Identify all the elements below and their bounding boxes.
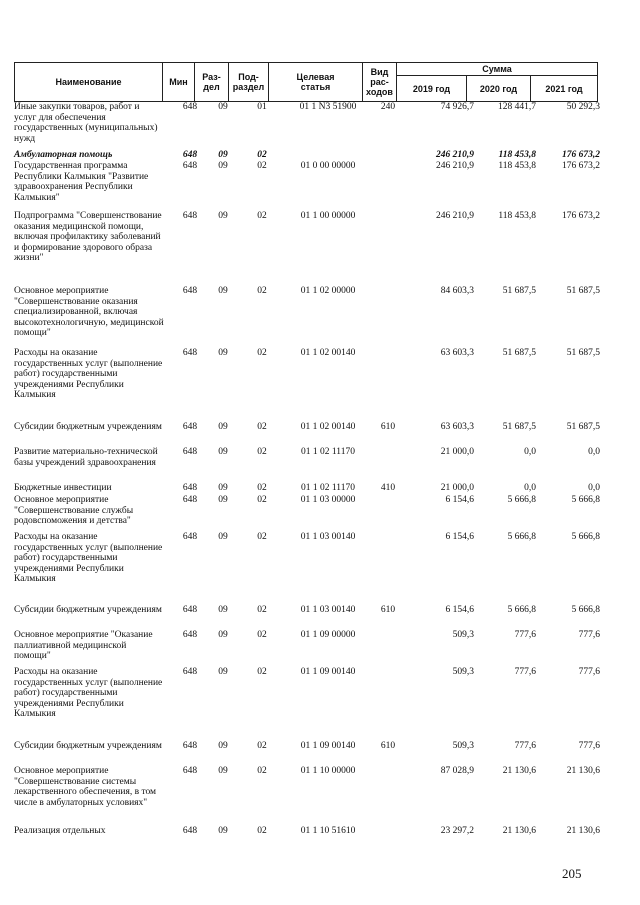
row-2019: 246 210,9 bbox=[436, 161, 474, 171]
row-celevaya: 01 1 09 00000 bbox=[300, 630, 356, 640]
row-razdel: 09 bbox=[218, 348, 228, 358]
row-podrazdel: 02 bbox=[257, 605, 267, 615]
row-vid: 610 bbox=[380, 605, 396, 615]
row-razdel: 09 bbox=[218, 495, 228, 505]
row-name: Основное мероприятие "Совершенствование службы родовспоможения и детства" bbox=[14, 495, 134, 527]
row-celevaya: 01 1 N3 51900 bbox=[299, 102, 357, 112]
row-min: 648 bbox=[182, 605, 198, 615]
row-min: 648 bbox=[182, 766, 198, 776]
row-razdel: 09 bbox=[218, 532, 228, 542]
row-razdel: 09 bbox=[218, 630, 228, 640]
row-razdel: 09 bbox=[218, 422, 228, 432]
row-2020: 128 441,7 bbox=[498, 102, 536, 112]
row-podrazdel: 02 bbox=[257, 422, 267, 432]
row-podrazdel: 02 bbox=[257, 766, 267, 776]
row-name: Основное мероприятие "Совершенствование системы лекарственного обеспечения, в том числе в амбулаторных условиях" bbox=[14, 766, 157, 808]
row-podrazdel: 02 bbox=[257, 150, 267, 160]
row-2021: 50 292,3 bbox=[566, 102, 600, 112]
row-2020: 51 687,5 bbox=[502, 286, 536, 296]
row-2019: 74 926,7 bbox=[440, 102, 474, 112]
row-razdel: 09 bbox=[218, 150, 228, 160]
row-2019: 63 603,3 bbox=[440, 348, 474, 358]
row-2019: 246 210,9 bbox=[436, 211, 474, 221]
row-2021: 51 687,5 bbox=[566, 286, 600, 296]
row-2021: 5 666,8 bbox=[571, 495, 600, 505]
row-2019: 509,3 bbox=[452, 667, 474, 677]
row-2021: 0,0 bbox=[588, 483, 600, 493]
row-2021: 5 666,8 bbox=[571, 605, 600, 615]
row-celevaya: 01 1 10 51610 bbox=[300, 826, 356, 836]
header-celevaya: Целевая статья bbox=[269, 63, 363, 101]
row-2019: 246 210,9 bbox=[436, 150, 474, 160]
row-min: 648 bbox=[182, 826, 198, 836]
page-number: 205 bbox=[562, 866, 582, 881]
row-min: 648 bbox=[182, 102, 198, 112]
row-podrazdel: 02 bbox=[257, 630, 267, 640]
row-2020: 21 130,6 bbox=[502, 766, 536, 776]
header-2021: 2021 год bbox=[545, 83, 583, 94]
row-podrazdel: 01 bbox=[257, 102, 267, 112]
row-2020: 118 453,8 bbox=[498, 161, 536, 171]
row-vid: 610 bbox=[380, 741, 396, 751]
row-2019: 6 154,6 bbox=[445, 605, 474, 615]
row-razdel: 09 bbox=[218, 161, 228, 171]
row-vid: 610 bbox=[380, 422, 396, 432]
row-2020: 0,0 bbox=[524, 483, 536, 493]
row-name: Амбулаторная помощь bbox=[14, 150, 113, 160]
row-2020: 777,6 bbox=[514, 630, 536, 640]
row-min: 648 bbox=[182, 532, 198, 542]
row-podrazdel: 02 bbox=[257, 286, 267, 296]
header-razdel: Раз- дел bbox=[195, 63, 229, 101]
row-2021: 176 673,2 bbox=[562, 211, 600, 221]
row-razdel: 09 bbox=[218, 102, 228, 112]
row-min: 648 bbox=[182, 447, 198, 457]
header-min: Мин bbox=[163, 63, 195, 101]
row-2021: 777,6 bbox=[578, 667, 600, 677]
row-celevaya: 01 0 00 00000 bbox=[300, 161, 356, 171]
row-razdel: 09 bbox=[218, 741, 228, 751]
row-razdel: 09 bbox=[218, 605, 228, 615]
row-podrazdel: 02 bbox=[257, 211, 267, 221]
row-min: 648 bbox=[182, 630, 198, 640]
row-podrazdel: 02 bbox=[257, 532, 267, 542]
table-header bbox=[14, 62, 598, 102]
row-2021: 5 666,8 bbox=[571, 532, 600, 542]
row-razdel: 09 bbox=[218, 826, 228, 836]
row-min: 648 bbox=[182, 211, 198, 221]
row-vid: 240 bbox=[380, 102, 396, 112]
row-name: Иные закупки товаров, работ и услуг для обеспечения государственных (муниципальных) нужд bbox=[14, 102, 158, 144]
row-podrazdel: 02 bbox=[257, 161, 267, 171]
row-razdel: 09 bbox=[218, 447, 228, 457]
row-celevaya: 01 1 03 00140 bbox=[300, 532, 356, 542]
row-podrazdel: 02 bbox=[257, 667, 267, 677]
row-2020: 777,6 bbox=[514, 667, 536, 677]
row-min: 648 bbox=[182, 495, 198, 505]
row-podrazdel: 02 bbox=[257, 741, 267, 751]
row-min: 648 bbox=[182, 150, 198, 160]
row-name: Государственная программа Республики Калмыкия "Развитие здравоохранения Республики Калмыкия" bbox=[14, 161, 149, 203]
row-2019: 6 154,6 bbox=[445, 495, 474, 505]
row-podrazdel: 02 bbox=[257, 348, 267, 358]
row-2019: 87 028,9 bbox=[440, 766, 474, 776]
row-min: 648 bbox=[182, 741, 198, 751]
row-2020: 0,0 bbox=[524, 447, 536, 457]
row-name: Субсидии бюджетным учреждениям bbox=[14, 422, 162, 432]
row-celevaya: 01 1 02 00000 bbox=[300, 286, 356, 296]
row-name: Расходы на оказание государственных услуг (выполнение работ) государственными учреждениями Республики Калмыкия bbox=[14, 667, 163, 720]
row-2021: 21 130,6 bbox=[566, 766, 600, 776]
row-celevaya: 01 1 02 00140 bbox=[300, 348, 356, 358]
row-2020: 5 666,8 bbox=[507, 532, 536, 542]
row-2020: 5 666,8 bbox=[507, 495, 536, 505]
row-2019: 21 000,0 bbox=[440, 483, 474, 493]
row-2021: 0,0 bbox=[588, 447, 600, 457]
row-razdel: 09 bbox=[218, 211, 228, 221]
header-summa: Сумма bbox=[397, 63, 597, 76]
header-name: Наименование bbox=[15, 63, 163, 101]
row-razdel: 09 bbox=[218, 667, 228, 677]
row-podrazdel: 02 bbox=[257, 447, 267, 457]
row-2019: 509,3 bbox=[452, 630, 474, 640]
row-celevaya: 01 1 10 00000 bbox=[300, 766, 356, 776]
row-celevaya: 01 1 09 00140 bbox=[300, 741, 356, 751]
row-2019: 84 603,3 bbox=[440, 286, 474, 296]
row-name: Основное мероприятие "Совершенствование оказания специализированной, включая высокотехнологичную, медицинской помощи" bbox=[14, 286, 164, 339]
row-min: 648 bbox=[182, 161, 198, 171]
row-name: Субсидии бюджетным учреждениям bbox=[14, 741, 162, 751]
row-2020: 5 666,8 bbox=[507, 605, 536, 615]
row-min: 648 bbox=[182, 483, 198, 493]
row-celevaya: 01 1 03 00140 bbox=[300, 605, 356, 615]
row-name: Развитие материально-технической базы учреждений здравоохранения bbox=[14, 447, 158, 468]
row-min: 648 bbox=[182, 348, 198, 358]
row-celevaya: 01 1 09 00140 bbox=[300, 667, 356, 677]
row-2020: 51 687,5 bbox=[502, 348, 536, 358]
row-2019: 6 154,6 bbox=[445, 532, 474, 542]
row-2020: 21 130,6 bbox=[502, 826, 536, 836]
row-name: Основное мероприятие "Оказание паллиативной медицинской помощи" bbox=[14, 630, 153, 662]
row-name: Реализация отдельных bbox=[14, 826, 106, 836]
header-2020: 2020 год bbox=[467, 76, 531, 101]
row-name: Бюджетные инвестиции bbox=[14, 483, 112, 493]
row-2021: 176 673,2 bbox=[562, 161, 600, 171]
row-celevaya: 01 1 03 00000 bbox=[300, 495, 356, 505]
row-podrazdel: 02 bbox=[257, 826, 267, 836]
row-2021: 176 673,2 bbox=[562, 150, 600, 160]
row-vid: 410 bbox=[380, 483, 396, 493]
row-podrazdel: 02 bbox=[257, 495, 267, 505]
row-2021: 777,6 bbox=[578, 741, 600, 751]
row-name: Расходы на оказание государственных услуг (выполнение работ) государственными учреждениями Республики Калмыкия bbox=[14, 348, 163, 401]
row-min: 648 bbox=[182, 667, 198, 677]
row-celevaya: 01 1 00 00000 bbox=[300, 211, 356, 221]
row-podrazdel: 02 bbox=[257, 483, 267, 493]
row-2020: 51 687,5 bbox=[502, 422, 536, 432]
header-podrazdel: Под- раздел bbox=[229, 63, 269, 101]
row-name: Расходы на оказание государственных услуг (выполнение работ) государственными учреждениями Республики Калмыкия bbox=[14, 532, 163, 585]
row-2020: 118 453,8 bbox=[498, 211, 536, 221]
row-razdel: 09 bbox=[218, 483, 228, 493]
row-celevaya: 01 1 02 11170 bbox=[301, 483, 355, 493]
row-2021: 777,6 bbox=[578, 630, 600, 640]
row-2021: 21 130,6 bbox=[566, 826, 600, 836]
row-2019: 21 000,0 bbox=[440, 447, 474, 457]
row-2019: 63 603,3 bbox=[440, 422, 474, 432]
row-min: 648 bbox=[182, 422, 198, 432]
header-vid: Вид рас- ходов bbox=[363, 63, 397, 101]
row-2020: 777,6 bbox=[514, 741, 536, 751]
row-2021: 51 687,5 bbox=[566, 422, 600, 432]
header-2019: 2019 год bbox=[397, 76, 467, 101]
row-2019: 23 297,2 bbox=[440, 826, 474, 836]
row-2021: 51 687,5 bbox=[566, 348, 600, 358]
row-name: Подпрограмма "Совершенствование оказания медицинской помощи, включая профилактику заболеваний и формирование здорового образа жизни" bbox=[14, 211, 162, 264]
row-2020: 118 453,8 bbox=[498, 150, 536, 160]
row-celevaya: 01 1 02 11170 bbox=[301, 447, 355, 457]
row-min: 648 bbox=[182, 286, 198, 296]
row-razdel: 09 bbox=[218, 286, 228, 296]
row-celevaya: 01 1 02 00140 bbox=[300, 422, 356, 432]
row-name: Субсидии бюджетным учреждениям bbox=[14, 605, 162, 615]
row-2019: 509,3 bbox=[452, 741, 474, 751]
row-razdel: 09 bbox=[218, 766, 228, 776]
